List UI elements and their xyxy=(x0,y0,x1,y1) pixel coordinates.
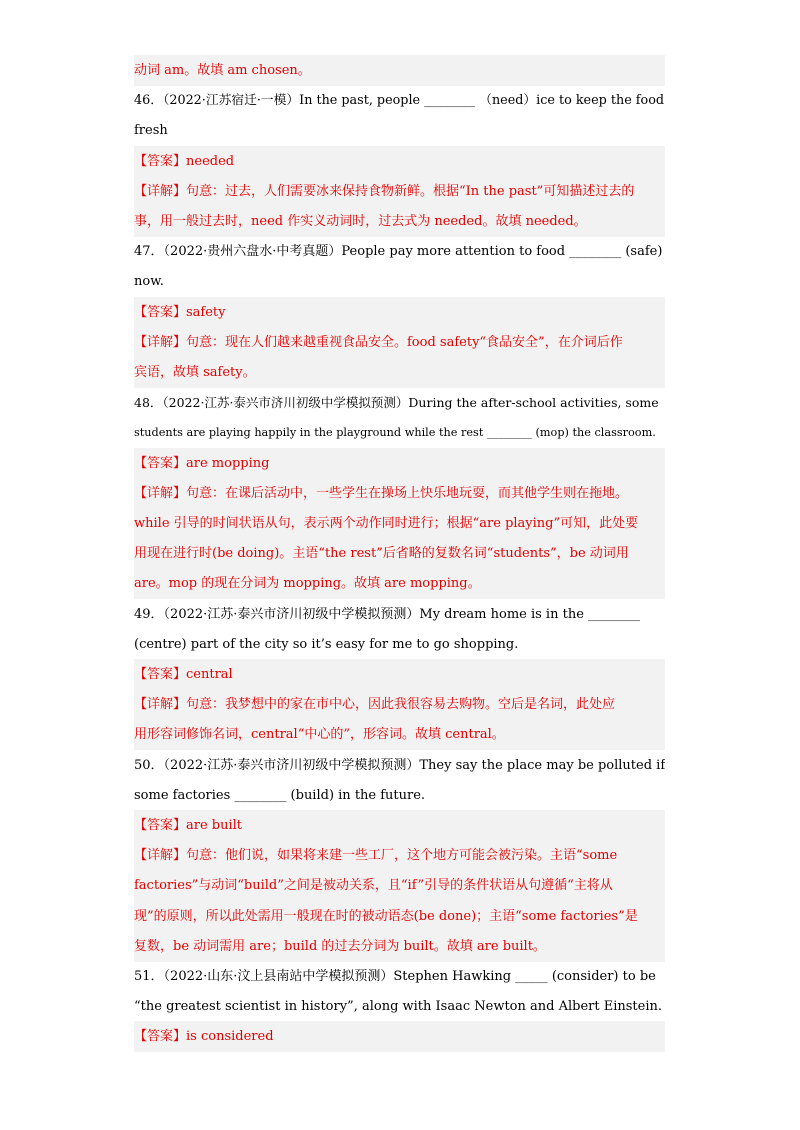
answer-line: 动词 am。故填 am chosen。 xyxy=(134,55,665,86)
answer-line: factories”与动词“build”之间是被动关系，且“if”引导的条件状语从句遵循“主将从 xyxy=(134,870,665,901)
question-line: 46．（2022·江苏宿迁·一模）In the past, people ________ （need）ice to keep the food xyxy=(134,93,665,109)
answer-line: 事，用一般过去时，need 作实义动词时，过去式为 needed。故填 needed。 xyxy=(134,206,665,237)
question-line: “the greatest scientist in history”, along with Isaac Newton and Albert Einstein. xyxy=(134,999,662,1015)
answer-line: 【答案】needed xyxy=(134,146,665,177)
question-line: 48．（2022·江苏·泰兴市济川初级中学模拟预测）During the after-school activities, some xyxy=(134,395,659,411)
answer-line: 宾语，故填 safety。 xyxy=(134,357,665,388)
question-line: 49．（2022·江苏·泰兴市济川初级中学模拟预测）My dream home is in the ________ xyxy=(134,606,641,622)
question-line: some factories ________ (build) in the future. xyxy=(134,787,426,803)
question-line: 50．（2022·江苏·泰兴市济川初级中学模拟预测）They say the place may be polluted if xyxy=(134,757,665,773)
answer-line: 【详解】句意：我梦想中的家在市中心，因此我很容易去购物。空后是名词，此处应 xyxy=(134,689,665,720)
answer-line: 【答案】central xyxy=(134,659,665,690)
question-line: students are playing happily in the playground while the rest ________ (mop) the classroom. xyxy=(134,426,656,440)
answer-line: 用现在进行时(be doing)。主语“the rest”后省略的复数名词“students”，be 动词用 xyxy=(134,538,665,569)
question-line: 47．（2022·贵州六盘水·中考真题）People pay more attention to food ________ (safe) xyxy=(134,244,663,260)
answer-line: 【详解】句意：在课后活动中，一些学生在操场上快乐地玩耍，而其他学生则在拖地。 xyxy=(134,478,665,509)
question-line: fresh xyxy=(134,123,168,139)
answer-line: 用形容词修饰名词，central“中心的”，形容词。故填 central。 xyxy=(134,719,665,750)
answer-line: 【详解】句意：现在人们越来越重视食品安全。food safety“食品安全”，在介词后作 xyxy=(134,327,665,358)
answer-line: 复数，be 动词需用 are；build 的过去分词为 built。故填 are built。 xyxy=(134,931,665,962)
answer-line: 【详解】句意：他们说，如果将来建一些工厂，这个地方可能会被污染。主语“some xyxy=(134,840,665,871)
answer-line: 【答案】is considered xyxy=(134,1021,665,1052)
answer-line: 【答案】safety xyxy=(134,297,665,328)
answer-line: 【答案】are mopping xyxy=(134,448,665,479)
answer-line: 【答案】are built xyxy=(134,810,665,841)
answer-line: 【详解】句意：过去，人们需要冰来保持食物新鲜。根据“In the past”可知描述过去的 xyxy=(134,176,665,207)
question-line: 51．（2022·山东·汶上县南站中学模拟预测）Stephen Hawking _____ (consider) to be xyxy=(134,969,656,984)
answer-line: are。mop 的现在分词为 mopping。故填 are mopping。 xyxy=(134,568,665,599)
answer-line: 现”的原则，所以此处需用一般现在时的被动语态(be done)；主语“some factories”是 xyxy=(134,901,665,932)
question-line: now. xyxy=(134,274,164,290)
question-line: (centre) part of the city so it’s easy for me to go shopping. xyxy=(134,636,519,652)
answer-line: while 引导的时间状语从句，表示两个动作同时进行；根据“are playing”可知，此处要 xyxy=(134,508,665,539)
